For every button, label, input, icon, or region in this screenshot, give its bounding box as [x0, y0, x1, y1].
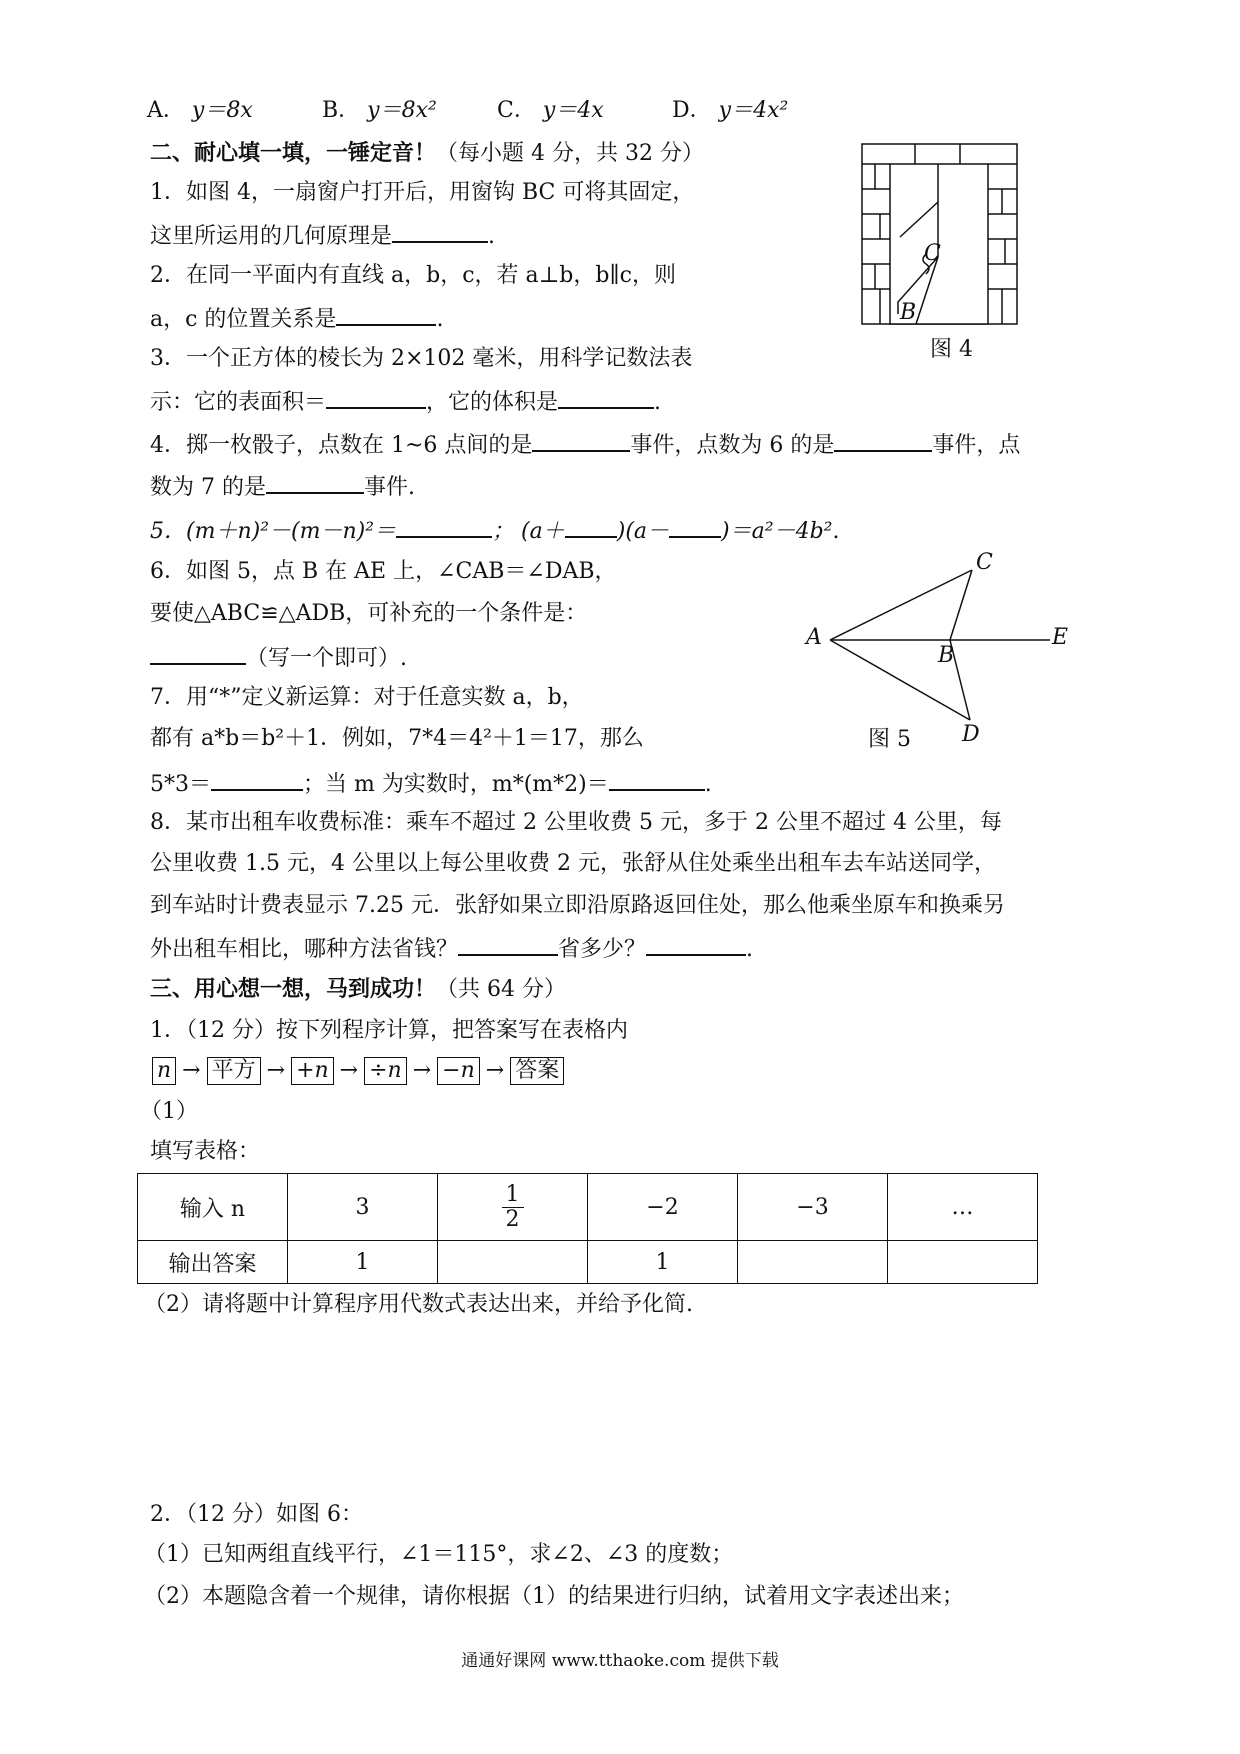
- flow-step-answer: 答案: [510, 1057, 564, 1085]
- q3-blank-volume[interactable]: [558, 385, 654, 409]
- q1-blank[interactable]: [392, 219, 488, 243]
- q4-line1: 4．掷一枚骰子，点数在 1~6 点间的是 事件，点数为 6 的是 事件，点: [150, 428, 1020, 461]
- program-flowchart: n → 平方 → +n → ÷n → −n → 答案: [150, 1056, 566, 1086]
- input-cell-fraction: $\frac{1}{2}$: [438, 1174, 588, 1241]
- fig4-caption: 图 4: [930, 337, 973, 362]
- fig4-point-c: C: [924, 241, 941, 266]
- choice-a: A． y＝8x: [147, 98, 253, 123]
- s3-q1-fill-table: 填写表格：: [150, 1139, 261, 1164]
- fig5-caption: 图 5: [868, 727, 911, 752]
- q7-blank1[interactable]: [211, 767, 303, 791]
- flow-step-input: n: [152, 1057, 176, 1085]
- fig4-point-b: B: [900, 300, 917, 325]
- q6-line1: 6．如图 5，点 B 在 AE 上，∠CAB＝∠DAB，: [150, 559, 617, 584]
- output-cell[interactable]: 1: [288, 1241, 438, 1284]
- output-cell[interactable]: 1: [588, 1241, 738, 1284]
- q1-line2: 这里所运用的几何原理是 .: [150, 219, 495, 252]
- q8-blank2[interactable]: [646, 932, 746, 956]
- q5-line: 5．(m＋n)²－(m－n)²＝ ； (a＋ )(a－ )＝a²－4b².: [150, 514, 839, 547]
- input-cell: −2: [588, 1174, 738, 1241]
- flow-step-divide-n: ÷n: [364, 1057, 407, 1085]
- input-cell: −3: [738, 1174, 888, 1241]
- q7-blank2[interactable]: [609, 767, 705, 791]
- fig5-point-b: B: [938, 643, 955, 668]
- fig5-point-e: E: [1052, 625, 1069, 650]
- choice-b: B． y＝8x²: [322, 98, 437, 123]
- section2-heading: 二、耐心填一填，一锤定音！（每小题 4 分，共 32 分）: [150, 140, 704, 166]
- q8-line4: 外出租车相比，哪种方法省钱？ 省多少？ .: [150, 932, 753, 965]
- choice-d: D． y＝4x²: [672, 98, 789, 123]
- q8-line2: 公里收费 1.5 元，4 公里以上每公里收费 2 元，张舒从住处乘坐出租车去车站送同学，: [150, 851, 996, 876]
- q5-blank3[interactable]: [669, 514, 721, 538]
- output-cell[interactable]: [888, 1241, 1038, 1284]
- figure-4-window-diagram: [860, 142, 1020, 332]
- q8-line3: 到车站时计费表显示 7.25 元．张舒如果立即沿原路返回住处，那么他乘坐原车和换乘另: [150, 893, 1005, 918]
- s3-q2-line: 2．（12 分）如图 6：: [150, 1502, 363, 1527]
- q1-line1: 1．如图 4，一扇窗户打开后，用窗钩 BC 可将其固定，: [150, 180, 695, 205]
- q2-line2: a，c 的位置关系是 .: [150, 302, 443, 335]
- section3-heading: 三、用心想一想，马到成功！（共 64 分）: [150, 976, 566, 1002]
- footer-credit: 通通好课网 www.tthaoke.com 提供下载: [461, 1651, 779, 1671]
- q7-line2: 都有 a*b＝b²＋1．例如，7*4＝4²＋1＝17，那么: [150, 726, 644, 751]
- input-cell: 3: [288, 1174, 438, 1241]
- q8-line1: 8．某市出租车收费标准：乘车不超过 2 公里收费 5 元，多于 2 公里不超过 4 公里，每: [150, 810, 1002, 835]
- q4-blank3[interactable]: [266, 470, 364, 494]
- q4-blank1[interactable]: [532, 428, 630, 452]
- s3-q1-sub2: （2）请将题中计算程序用代数式表达出来，并给予化简.: [144, 1292, 693, 1317]
- q2-blank[interactable]: [336, 302, 436, 326]
- s3-q1-line: 1．（12 分）按下列程序计算，把答案写在表格内: [150, 1018, 628, 1043]
- q6-line3: （写一个即可）.: [150, 641, 407, 674]
- q7-line1: 7．用“*”定义新运算：对于任意实数 a，b，: [150, 685, 584, 710]
- q8-blank1[interactable]: [458, 932, 558, 956]
- q5-blank2[interactable]: [565, 514, 617, 538]
- s3-q2-sub1: （1）已知两组直线平行，∠1＝115°，求∠2、∠3 的度数；: [144, 1542, 734, 1567]
- q7-line3: 5*3＝ ；当 m 为实数时，m*(m*2)＝ .: [150, 767, 712, 800]
- flow-step-square: 平方: [207, 1057, 261, 1085]
- fig5-point-a: A: [806, 625, 822, 650]
- q4-blank2[interactable]: [834, 428, 932, 452]
- q4-line2: 数为 7 的是 事件.: [150, 470, 415, 503]
- input-cell: …: [888, 1174, 1038, 1241]
- q6-line2: 要使△ABC≌△ADB，可补充的一个条件是：: [150, 601, 588, 626]
- q3-blank-area[interactable]: [326, 385, 426, 409]
- q5-blank1[interactable]: [396, 514, 492, 538]
- output-cell[interactable]: [738, 1241, 888, 1284]
- flow-step-add-n: +n: [291, 1057, 334, 1085]
- flow-step-subtract-n: −n: [437, 1057, 480, 1085]
- output-cell[interactable]: [438, 1241, 588, 1284]
- fig5-point-d: D: [962, 722, 980, 747]
- s3-q1-sub1: （1）: [140, 1099, 198, 1124]
- row-label-input: 输入 n: [138, 1174, 288, 1241]
- fig5-point-c: C: [976, 550, 993, 575]
- q2-line1: 2．在同一平面内有直线 a，b，c，若 a⊥b，b∥c，则: [150, 263, 676, 288]
- answer-table: [137, 1173, 1038, 1284]
- choice-c: C． y＝4x: [497, 98, 604, 123]
- s3-q2-sub2: （2）本题隐含着一个规律，请你根据（1）的结果进行归纳，试着用文字表述出来；: [144, 1584, 964, 1609]
- q3-line2: 示：它的表面积＝ ，它的体积是 .: [150, 385, 661, 418]
- q6-blank[interactable]: [150, 641, 246, 665]
- row-label-output: 输出答案: [138, 1241, 288, 1284]
- q3-line1: 3．一个正方体的棱长为 2×102 毫米，用科学记数法表: [150, 346, 693, 371]
